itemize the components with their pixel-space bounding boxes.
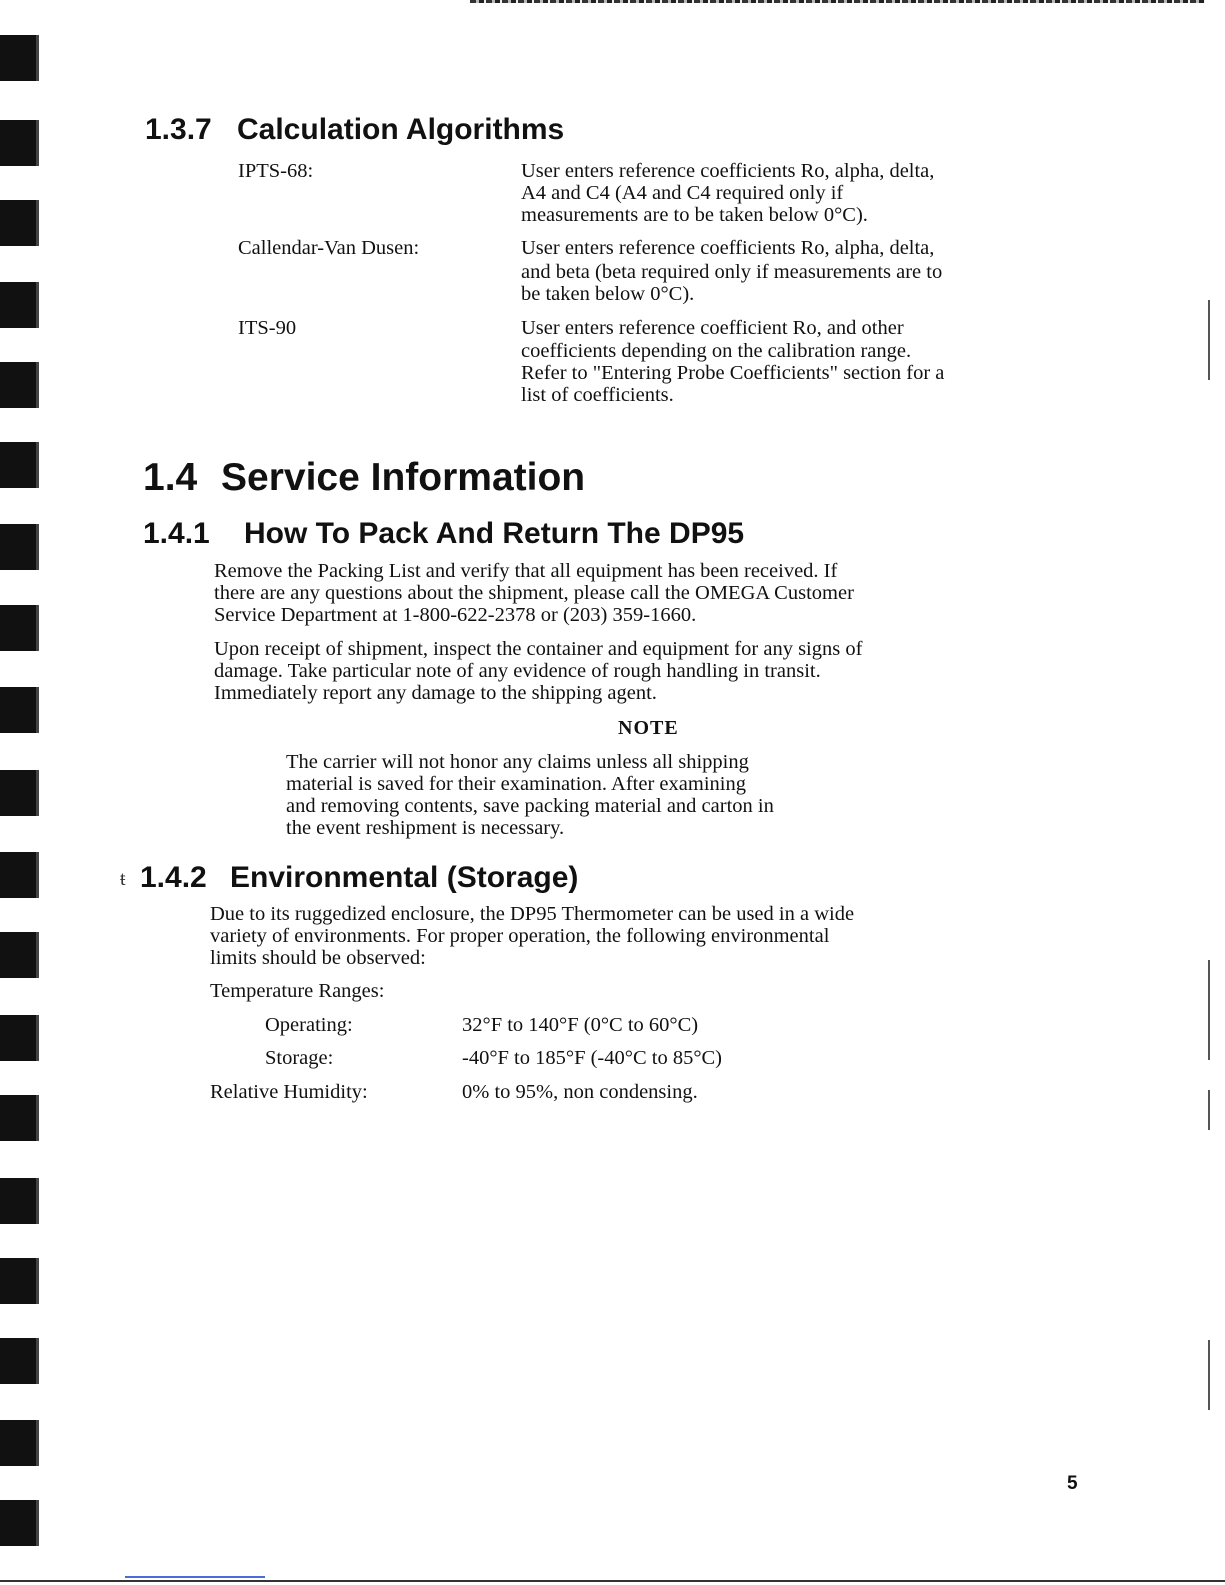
section-title: Calculation Algorithms [237, 113, 565, 146]
paragraph-line: Service Department at 1-800-622-2378 or (203) 359-1660. [214, 604, 697, 626]
binder-hole [0, 687, 36, 733]
section-title: Environmental (Storage) [230, 861, 579, 894]
binder-hole [0, 282, 36, 328]
binder-hole [0, 1338, 36, 1384]
algorithm-line: User enters reference coefficients Ro, alpha, delta, [521, 160, 935, 182]
section-heading-1-4-1 [143, 517, 744, 551]
spec-value: 32°F to 140°F (0°C to 60°C) [462, 1014, 699, 1036]
paragraph-line: Upon receipt of shipment, inspect the container and equipment for any signs of [214, 638, 863, 660]
binder-hole [0, 442, 36, 488]
algorithm-line: and beta (beta required only if measurements are to [521, 261, 943, 283]
paragraph-line: variety of environments. For proper operation, the following environmental [210, 925, 830, 947]
binder-hole [0, 120, 36, 166]
algorithm-line: User enters reference coefficient Ro, and other [521, 317, 904, 339]
note-line: and removing contents, save packing material and carton in [286, 795, 774, 817]
algorithm-line: coefficients depending on the calibration range. [521, 340, 912, 362]
algorithm-term: IPTS-68: [238, 160, 314, 182]
margin-mark: ŧ [120, 868, 126, 890]
note-line: The carrier will not honor any claims unless all shipping [286, 751, 749, 773]
paragraph-line: Due to its ruggedized enclosure, the DP95 Thermometer can be used in a wide [210, 903, 855, 925]
binder-hole [0, 1015, 36, 1061]
binder-hole [0, 200, 36, 246]
spec-label: Operating: [265, 1014, 353, 1036]
section-number: 1.4 [143, 456, 198, 499]
section-number: 1.4.1 [143, 517, 210, 550]
paragraph-line: there are any questions about the shipment, please call the OMEGA Customer [214, 582, 854, 604]
binder-hole [0, 1500, 36, 1546]
algorithm-line: User enters reference coefficients Ro, alpha, delta, [521, 237, 935, 259]
binder-hole [0, 605, 36, 651]
algorithm-line: list of coefficients. [521, 384, 674, 406]
section-title: Service Information [221, 456, 586, 499]
scan-edge-top [470, 0, 1205, 3]
temperature-ranges-heading: Temperature Ranges: [210, 980, 385, 1002]
binder-hole [0, 1178, 36, 1224]
paragraph-line: Immediately report any damage to the shipping agent. [214, 682, 657, 704]
algorithm-term: Callendar-Van Dusen: [238, 237, 420, 259]
algorithm-line: measurements are to be taken below 0°C). [521, 204, 868, 226]
paragraph-line: limits should be observed: [210, 947, 426, 969]
binder-hole [0, 1095, 36, 1141]
scan-edge-accent [125, 1576, 265, 1578]
section-heading-1-4-2 [140, 861, 578, 895]
binder-hole [0, 852, 36, 898]
algorithm-term: ITS-90 [238, 317, 297, 339]
scan-edge-right [1208, 0, 1210, 1585]
binder-hole [0, 524, 36, 570]
spec-label: Relative Humidity: [210, 1081, 368, 1103]
note-line: material is saved for their examination. After examining [286, 773, 746, 795]
scan-edge-bottom [0, 1580, 1225, 1582]
binder-hole [0, 1258, 36, 1304]
algorithm-line: A4 and C4 (A4 and C4 required only if [521, 182, 844, 204]
algorithm-line: be taken below 0°C). [521, 283, 695, 305]
spec-label: Storage: [265, 1047, 334, 1069]
section-title: How To Pack And Return The DP95 [244, 517, 745, 550]
spec-value: 0% to 95%, non condensing. [462, 1081, 698, 1103]
section-number: 1.4.2 [140, 861, 207, 894]
page-number: 5 [1067, 1473, 1078, 1494]
section-heading-1-4 [143, 456, 585, 500]
section-number: 1.3.7 [145, 113, 212, 146]
paragraph-line: Remove the Packing List and verify that all equipment has been received. If [214, 560, 838, 582]
note-line: the event reshipment is necessary. [286, 817, 565, 839]
binder-hole [0, 35, 36, 81]
binder-hole [0, 932, 36, 978]
binder-holes [0, 0, 50, 1585]
binder-hole [0, 1420, 36, 1466]
binder-hole [0, 362, 36, 408]
note-title: NOTE [618, 717, 679, 739]
spec-value: -40°F to 185°F (-40°C to 85°C) [462, 1047, 723, 1069]
section-heading-1-3-7 [145, 113, 564, 147]
binder-hole [0, 770, 36, 816]
algorithm-line: Refer to "Entering Probe Coefficients" section for a [521, 362, 945, 384]
paragraph-line: damage. Take particular note of any evidence of rough handling in transit. [214, 660, 821, 682]
